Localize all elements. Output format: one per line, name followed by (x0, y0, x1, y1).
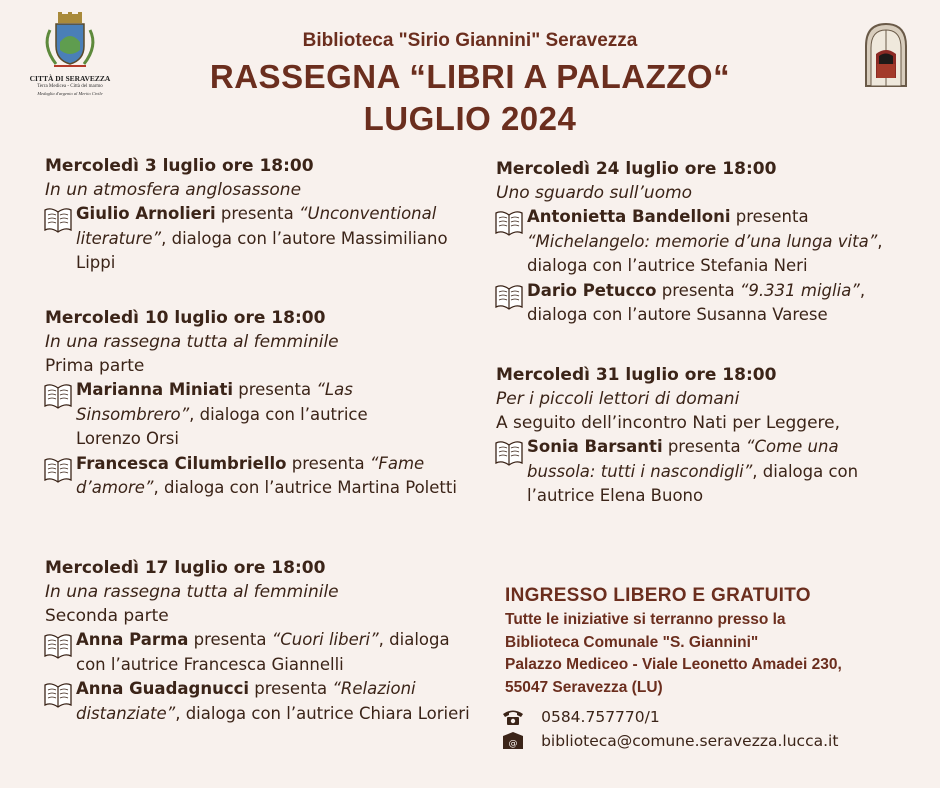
author-name: Giulio Arnolieri (76, 204, 216, 223)
venue-line: Tutte le iniziative si terranno presso la (505, 611, 786, 628)
event-24-july (496, 157, 916, 328)
author-name: Francesca Cilumbriello (76, 453, 287, 473)
event-date: Mercoledì 17 luglio ore 18:00 (45, 558, 326, 578)
event-part: Seconda parte (45, 606, 169, 626)
book-title: “Come una bussola: tutti i nascondigli” (527, 437, 839, 481)
dialogue-text: , dialoga con l’autrice Stefania Neri (527, 231, 883, 275)
open-book-icon (494, 437, 524, 467)
presentation-item (496, 435, 872, 509)
book-title: “Unconventional literature” (76, 204, 437, 248)
logo-subtitle: Terra Medicea - Città del marmo (37, 84, 103, 89)
event-10-july (45, 306, 475, 501)
open-book-icon (43, 630, 73, 660)
presents-text: presenta (656, 280, 740, 300)
book-title: “9.331 miglia” (739, 280, 860, 300)
dialogue-text: , dialoga con l’autore Susanna Varese (527, 280, 866, 324)
presentation-item (45, 378, 406, 452)
presents-text: presenta (188, 630, 272, 649)
event-theme: In una rassegna tutta al femminile (45, 582, 339, 602)
event-part: Prima parte (45, 356, 145, 376)
svg-text:@: @ (508, 738, 518, 749)
open-book-icon (43, 454, 73, 484)
dialogue-text: , dialoga con l’autrice Chiara Lorieri (175, 703, 470, 723)
event-theme: In un atmosfera anglosassone (45, 180, 302, 200)
event-31-july (496, 363, 916, 509)
free-entry-heading: INGRESSO LIBERO E GRATUITO (505, 585, 811, 606)
event-date: Mercoledì 10 luglio ore 18:00 (45, 308, 326, 328)
telephone-icon (502, 708, 524, 726)
dialogue-text: , dialoga con l’autrice Martina Poletti (153, 478, 457, 497)
event-theme: Per i piccoli lettori di domani (496, 389, 740, 409)
book-title: “Relazioni distanziate” (76, 679, 416, 723)
venue-line: Biblioteca Comunale "S. Giannini" (505, 633, 759, 651)
author-name: Antonietta Bandelloni (527, 207, 731, 226)
book-title: “Las Sinsombrero” (76, 380, 353, 424)
library-name: Biblioteca "Sirio Giannini" Seravezza (302, 30, 638, 51)
venue-line: 55047 Seravezza (LU) (505, 678, 663, 696)
dialogue-text: , dialoga con l’autrice Lorenzo Orsi (76, 404, 368, 448)
author-name: Anna Guadagnucci (76, 679, 250, 698)
presents-text: presenta (249, 679, 333, 698)
book-title: “Cuori liberi” (271, 630, 379, 649)
email-row (502, 730, 838, 750)
author-name: Marianna Miniati (76, 380, 234, 399)
envelope-icon (502, 732, 524, 750)
venue-line: Palazzo Mediceo - Viale Leonetto Amadei 230, (505, 656, 842, 673)
dialogue-text: , dialoga con l’autrice Francesca Giannelli (76, 630, 450, 674)
phone-row (502, 706, 660, 726)
open-book-icon (494, 281, 524, 311)
logo-city-name: CITTÀ DI SERAVEZZA (29, 74, 111, 83)
event-month: LUGLIO 2024 (363, 100, 577, 137)
presents-text: presenta (662, 437, 746, 456)
presentation-item (45, 452, 476, 501)
event-date: Mercoledì 24 luglio ore 18:00 (496, 159, 777, 179)
event-theme: In una rassegna tutta al femminile (45, 332, 339, 352)
event-date: Mercoledì 31 luglio ore 18:00 (496, 365, 777, 385)
presents-text: presenta (215, 204, 299, 223)
phone-number[interactable]: 0584.757770/1 (541, 707, 660, 726)
open-book-icon (43, 380, 73, 410)
open-book-icon (43, 204, 73, 234)
email-address[interactable]: biblioteca@comune.seravezza.lucca.it (541, 731, 839, 750)
presentation-item (45, 202, 466, 276)
book-title: “Fame d’amore” (76, 453, 425, 497)
dialogue-text: , dialoga con l’autrice Elena Buono (527, 461, 859, 505)
author-name: Anna Parma (76, 630, 189, 649)
open-book-icon (494, 207, 524, 237)
presents-text: presenta (286, 453, 370, 473)
author-name: Dario Petucco (527, 280, 657, 300)
event-title: RASSEGNA “LIBRI A PALAZZO“ (209, 58, 731, 95)
dialogue-text: , dialoga con l’autore Massimiliano Lippi (76, 228, 448, 272)
presentation-item (496, 205, 912, 279)
logo-subtitle-2: Medaglia d'argento al Merito Civile (37, 91, 103, 96)
presentation-item (45, 677, 471, 726)
event-theme: Uno sguardo sull’uomo (496, 183, 693, 203)
event-17-july (45, 556, 475, 726)
event-part: A seguito dell’incontro Nati per Leggere, (496, 413, 841, 433)
presentation-item (45, 628, 481, 677)
event-date: Mercoledì 3 luglio ore 18:00 (45, 156, 314, 176)
author-name: Sonia Barsanti (527, 437, 663, 456)
info-block (505, 585, 925, 699)
presents-text: presenta (730, 207, 809, 226)
book-title: “Michelangelo: memorie d’una lunga vita” (527, 231, 878, 251)
event-3-july (45, 154, 475, 276)
presents-text: presenta (233, 380, 317, 399)
presentation-item (496, 279, 912, 328)
open-book-icon (43, 679, 73, 709)
